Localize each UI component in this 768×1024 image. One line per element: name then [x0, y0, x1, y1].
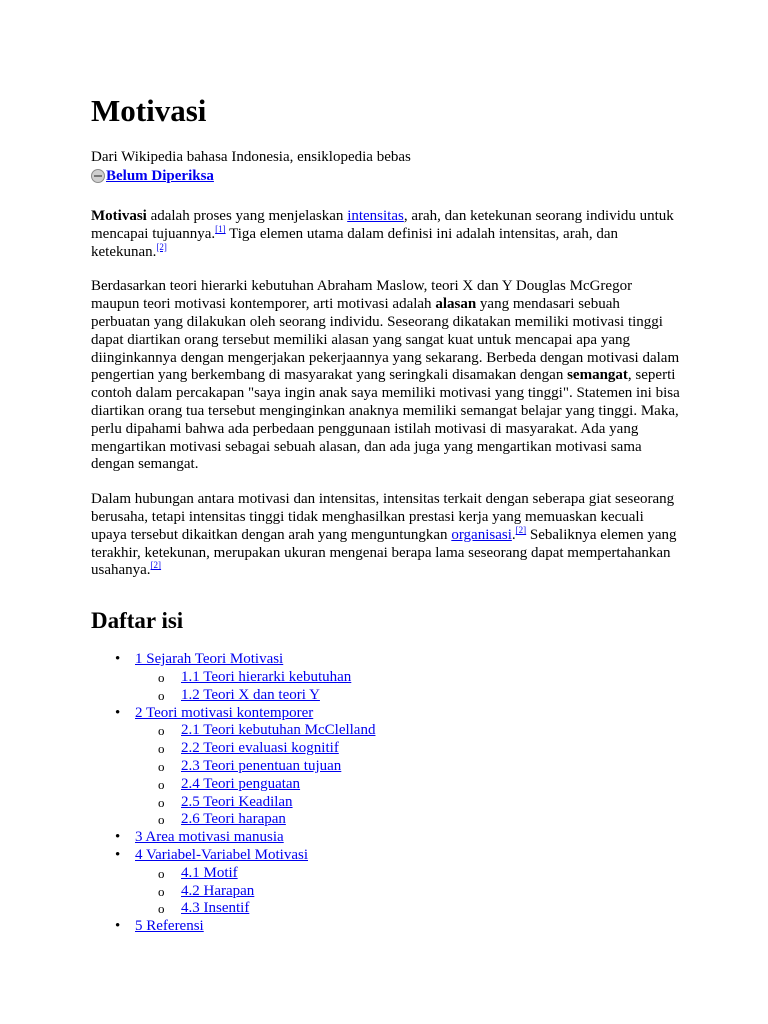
text-span: , seperti contoh dalam percakapan "saya ingin anak saya memiliki motivasi yang tinggi". Statemen ini bisa diartikan orang tua tersebut menginginkan anaknya memiliki semangat belajar yang tinggi. Maka, perlu dipahami bahwa ada perbedaan penggunaan istilah motivasi di masyarakat. Ada yang mengartikan motivasi sebagai sebuah alasan, dan ada juga yang mengartikan motivasi sama dengan semangat.: [91, 367, 680, 473]
reference-link[interactable]: [2]: [156, 241, 167, 252]
toc-item: [91, 918, 681, 936]
toc-link[interactable]: 2 Teori motivasi kontemporer: [135, 704, 314, 721]
toc-subitem: [91, 722, 681, 740]
toc-sublink[interactable]: 2.2 Teori evaluasi kognitif: [181, 740, 339, 757]
reference-link[interactable]: [1]: [215, 223, 226, 234]
body-paragraph: [91, 278, 681, 474]
toc-subitem: [91, 776, 681, 794]
toc-link[interactable]: 4 Variabel-Variabel Motivasi: [135, 846, 309, 863]
toc-item: [91, 651, 681, 704]
toc-subitem: [91, 669, 681, 687]
text-span: , arah, dan ketekunan seorang individu untuk mencapai tujuannya.: [91, 208, 674, 242]
toc-subitem: [91, 758, 681, 776]
table-of-contents: [91, 651, 681, 936]
toc-link[interactable]: 5 Referensi: [135, 918, 204, 935]
toc-sublink[interactable]: 2.3 Teori penentuan tujuan: [181, 757, 342, 774]
article: [91, 92, 681, 936]
body-paragraph: [91, 491, 681, 580]
intro-paragraph: [91, 208, 681, 261]
site-tagline: Dari Wikipedia bahasa Indonesia, ensiklopedia bebas: [91, 149, 411, 165]
toc-sublink[interactable]: 4.1 Motif: [181, 864, 238, 881]
toc-subitem: [91, 900, 681, 918]
toc-sublink[interactable]: 2.4 Teori penguatan: [181, 775, 301, 792]
text-span: Dalam hubungan antara motivasi dan intensitas, intensitas terkait dengan seberapa giat seseorang berusaha, tetapi intensitas tinggi tidak menghasilkan prestasi kerja yang memuaskan kecuali upaya tersebut dikaitkan dengan arah yang menguntungkan: [91, 491, 675, 543]
review-status: [91, 166, 681, 186]
toc-sublist: [91, 669, 681, 705]
toc-subitem: [91, 794, 681, 812]
toc-subitem: [91, 811, 681, 829]
toc-item: [91, 829, 681, 847]
toc-item: [91, 847, 681, 918]
bold-term: alasan: [435, 296, 477, 313]
reference-link[interactable]: [2]: [515, 524, 527, 535]
bold-term: semangat: [567, 367, 628, 384]
toc-sublink[interactable]: 4.3 Insentif: [181, 900, 250, 917]
toc-subitem: [91, 883, 681, 901]
toc-heading: Daftar isi: [91, 608, 184, 634]
toc-subitem: [91, 687, 681, 705]
review-status-icon: [91, 169, 105, 183]
text-span: Sebaliknya elemen yang terakhir, ketekunan, merupakan ukuran mengenai berapa lama seseorang dapat mempertahankan usahanya.: [91, 526, 677, 579]
toc-subitem: [91, 865, 681, 883]
text-span: Tiga elemen utama dalam definisi ini adalah intensitas, arah, dan ketekunan.: [91, 225, 619, 260]
toc-sublink[interactable]: 4.2 Harapan: [181, 882, 255, 899]
page-title: Motivasi: [91, 93, 207, 128]
term-bold: Motivasi: [91, 208, 147, 224]
toc-sublist: [91, 865, 681, 918]
toc-sublink[interactable]: 2.1 Teori kebutuhan McClelland: [181, 722, 376, 739]
text-span: .: [511, 526, 516, 543]
toc-sublink[interactable]: 1.1 Teori hierarki kebutuhan: [181, 668, 352, 685]
toc-link[interactable]: 3 Area motivasi manusia: [135, 829, 284, 846]
toc-subitem: [91, 740, 681, 758]
link-intensitas[interactable]: intensitas: [347, 208, 404, 224]
toc-sublink[interactable]: 2.5 Teori Keadilan: [181, 793, 293, 810]
toc-sublink[interactable]: 1.2 Teori X dan teori Y: [181, 686, 320, 703]
reference-link[interactable]: [2]: [150, 560, 162, 571]
text-span: yang mendasari sebuah perbuatan yang dilakukan oleh seorang individu. Seseorang dikatakan memiliki motivasi tinggi dapat diartikan orang tersebut memiliki alasan yang sangat kuat untuk mencapai apa yang diinginkannya dengan mengerjakan pekerjaannya yang sekarang. Berbeda dengan motivasi dalam pengertian yang berkembang di masyarakat yang seringkali disamakan dengan: [91, 296, 680, 384]
toc-link[interactable]: 1 Sejarah Teori Motivasi: [135, 651, 284, 668]
toc-sublist: [91, 722, 681, 829]
review-status-link[interactable]: Belum Diperiksa: [106, 168, 214, 184]
toc-sublink[interactable]: 2.6 Teori harapan: [181, 811, 286, 828]
text-span: Berdasarkan teori hierarki kebutuhan Abraham Maslow, teori X dan Y Douglas McGregor maupun teori motivasi kontemporer, arti motivasi adalah: [91, 278, 633, 313]
toc-item: [91, 705, 681, 830]
text-span: adalah proses yang menjelaskan: [146, 208, 348, 224]
link-organisasi[interactable]: organisasi: [451, 526, 512, 543]
